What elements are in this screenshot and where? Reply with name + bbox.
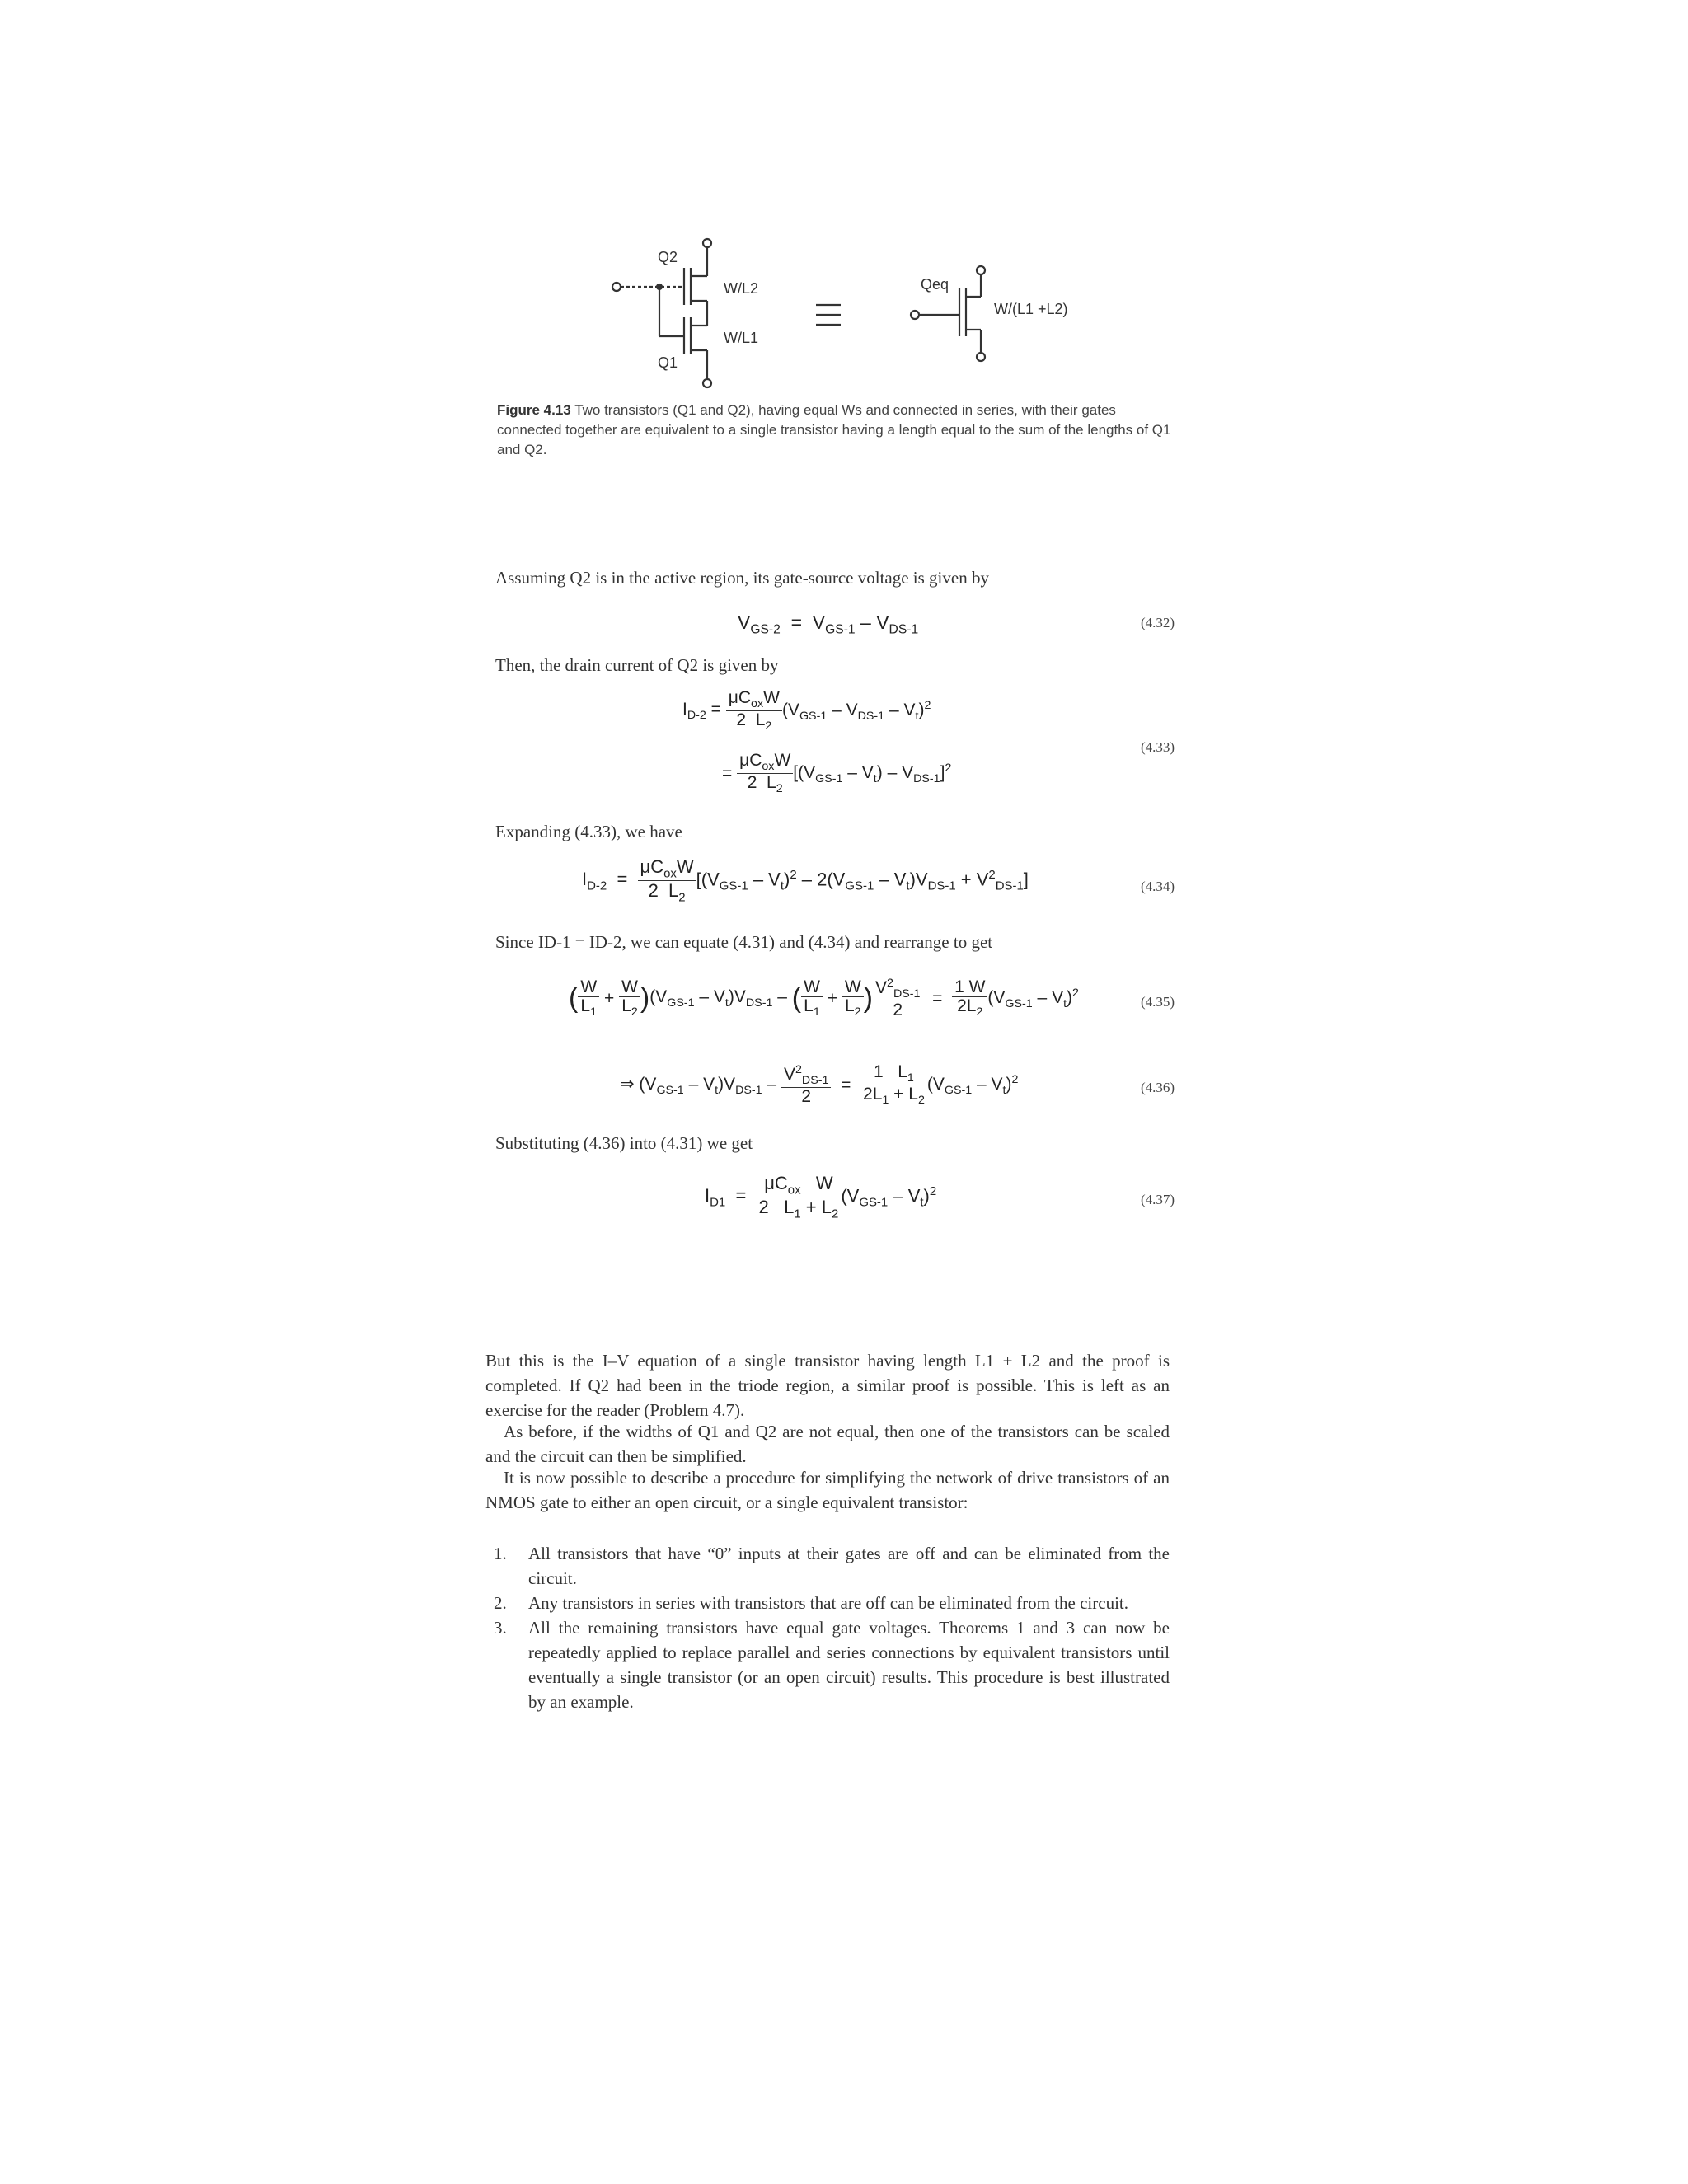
label-qeq: Qeq: [921, 276, 950, 293]
figure-4-13-diagram: [0, 0, 1688, 412]
eq-gate-input-circle: [911, 311, 919, 319]
paragraph-but: But this is the I–V equation of a single transistor having length L1 + L2 and the proof is completed. If Q2 had been in the triode region, a similar proof is possible. This is left as an exercise for the reader (Problem 4.7).: [485, 1351, 1170, 1420]
figure-caption-label: Figure 4.13: [497, 402, 571, 418]
paragraph-expanding: Expanding (4.33), we have: [495, 822, 682, 841]
figure-caption: [497, 401, 1181, 460]
list-item-number: 3.: [494, 1618, 507, 1638]
paragraph-substituting: Substituting (4.36) into (4.31) we get: [495, 1133, 753, 1153]
paragraph-it-is-now: It is now possible to describe a procedure for simplifying the network of drive transistors of an NMOS gate to either an open circuit, or a single equivalent transistor:: [485, 1468, 1170, 1512]
equation-4-33-line2: = $\frac{\mu C_{ox}W}{2 L_2}$ $[(V_{GS-1} - V_t) - V_{DS-1}]^2$: [722, 751, 952, 796]
paragraph-then: Then, the drain current of Q2 is given by: [495, 655, 779, 675]
equation-number-4-33: (4.33): [1141, 739, 1175, 755]
equation-number-4-34: (4.34): [1141, 879, 1175, 894]
gate-input-circle: [612, 283, 621, 291]
procedure-list: [485, 1541, 1170, 1714]
list-item: [485, 1615, 1170, 1714]
equation-number-4-37: (4.37): [1141, 1192, 1175, 1207]
list-item-text: Any transistors in series with transistors that are off can be eliminated from the circuit.: [528, 1593, 1128, 1613]
label-q1: Q1: [658, 354, 678, 371]
list-item-number: 2.: [494, 1593, 507, 1613]
equation-4-34: $I_{D-2}$ = $\frac{\mu C_{ox}W}{2 L_2}$ $[(V_{GS-1} - V_t)^2 - 2(V_{GS-1} - V_t)V_{DS-1} + V^2_{DS-1}]$: [582, 856, 1029, 905]
equation-4-33-line1: $I_{D-2}$ = $\frac{\mu C_{ox}W}{2 L_2}$ $(V_{GS-1} - V_{DS-1} - V_t)^2$: [682, 688, 931, 733]
equation-4-32: $V_{GS-2} = V_{GS-1} - V_{DS-1}$: [738, 612, 919, 637]
paragraph-assuming: Assuming Q2 is in the active region, its gate-source voltage is given by: [495, 568, 989, 588]
label-wl1: W/L1: [724, 330, 759, 346]
list-item-text: All the remaining transistors have equal gate voltages. Theorems 1 and 3 can now be repeatedly applied to replace parallel and series connections by equivalent transistors until eventually a single transistor (or an open circuit) results. This procedure is best illustrated by an example.: [528, 1618, 1170, 1712]
equation-number-4-32: (4.32): [1141, 615, 1175, 630]
figure-caption-text: Two transistors (Q1 and Q2), having equal Ws and connected in series, with their gates connected together are equivalent to a single transistor having a length equal to the sum of the lengths of Q1 and Q2.: [497, 402, 1171, 457]
equation-4-36: ⇒ $(V_{GS-1} - V_t)V_{DS-1}$ – $\frac{V^2_{DS-1}}{2}$ = $\frac{1 L_1}{2L_1 + L_2}$ $(V_{GS-1} - V_t)^2$: [620, 1062, 1019, 1108]
paragraph-as-before: As before, if the widths of Q1 and Q2 are not equal, then one of the transistors can be scaled and the circuit can then be simplified.: [485, 1422, 1170, 1466]
eq-bottom-terminal-circle: [977, 353, 985, 361]
equation-number-4-35: (4.35): [1141, 994, 1175, 1010]
label-q2: Q2: [658, 249, 678, 265]
top-terminal-circle: [703, 239, 711, 247]
paragraph-since: Since ID-1 = ID-2, we can equate (4.31) and (4.34) and rearrange to get: [495, 932, 993, 952]
label-weq: W/(L1 +L2): [994, 301, 1068, 317]
list-item-text: All transistors that have “0” inputs at their gates are off and can be eliminated from the circuit.: [528, 1544, 1170, 1588]
equation-4-35: ( $\frac{W}{L_1}$ + $\frac{W}{L_2}$ ) $(V_{GS-1} - V_t)V_{DS-1}$ – ( $\frac{W}{L_1}$ + $\frac{W}{L_2}$ ) $\frac{V^2_{DS-1}}{2}$ = $\frac{1 W}{2L_2}$ $(V_{GS-1} - V_t)^2$: [569, 977, 1079, 1020]
eq-top-terminal-circle: [977, 266, 985, 274]
list-item-number: 1.: [494, 1544, 507, 1563]
bottom-terminal-circle: [703, 379, 711, 387]
label-wl2: W/L2: [724, 280, 759, 297]
list-item: [485, 1591, 1170, 1615]
equation-4-37: $I_{D1}$ = $\frac{\mu C_{ox} W}{2 L_1 + L_2}$ $(V_{GS-1} - V_t)^2$: [705, 1173, 937, 1221]
list-item: [485, 1541, 1170, 1591]
equation-number-4-36: (4.36): [1141, 1080, 1175, 1095]
